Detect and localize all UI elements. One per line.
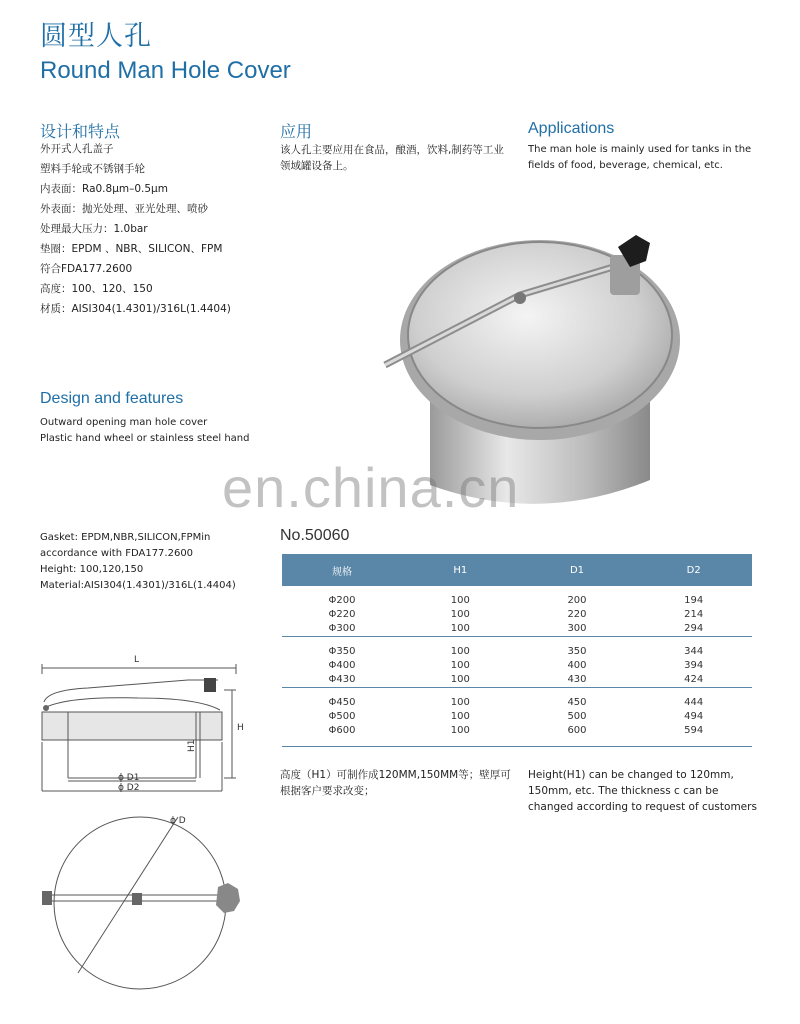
watermark-text: en.china.cn xyxy=(222,456,520,519)
model-number: No.50060 xyxy=(280,527,350,544)
table-cell: 300 xyxy=(567,623,587,634)
table-row xyxy=(282,622,752,637)
table-row xyxy=(282,724,752,738)
table-cell: 450 xyxy=(567,697,587,708)
table-header: D1 xyxy=(519,554,636,586)
table-cell: Φ500 xyxy=(328,711,356,722)
design-en-line: Plastic hand wheel or stainless steel hand xyxy=(40,433,250,444)
note-en: Height(H1) can be changed to 120mm, 150mm, etc. The thickness c can be changed according to request of customers xyxy=(528,769,757,813)
design-cn-heading: 设计和特点 xyxy=(40,124,121,141)
table-cell: Φ350 xyxy=(328,646,356,657)
table-cell: Φ300 xyxy=(328,623,356,634)
table-header: 规格 xyxy=(282,554,402,586)
dimension-label: H xyxy=(237,723,244,733)
specs-en-line: Height: 100,120,150 xyxy=(40,564,144,575)
table-cell: 100 xyxy=(450,623,470,634)
table-cell: 294 xyxy=(684,623,704,634)
design-cn-line: 符合FDA177.2600 xyxy=(40,263,133,275)
table-cell: 444 xyxy=(684,697,704,708)
table-cell: 594 xyxy=(684,725,704,736)
design-cn-line: 垫圈：EPDM 、NBR、SILICON、FPM xyxy=(40,243,223,255)
specs-en-line: Gasket: EPDM,NBR,SILICON,FPMin xyxy=(40,532,211,543)
dimension-label: H1 xyxy=(187,739,197,752)
page-title-cn: 圆型人孔 xyxy=(40,21,152,52)
page-title-en: Round Man Hole Cover xyxy=(40,57,291,84)
dimension-label: ϕ D1 xyxy=(118,773,140,783)
table-cell: 100 xyxy=(450,697,470,708)
table-cell: Φ400 xyxy=(328,660,356,671)
table-cell: 100 xyxy=(450,725,470,736)
table-cell: 200 xyxy=(567,595,587,606)
table-row xyxy=(282,710,752,724)
design-cn-list xyxy=(40,139,231,319)
design-cn-line: 塑料手轮或不锈钢手轮 xyxy=(40,163,145,175)
table-row xyxy=(282,594,752,608)
top-view-drawing xyxy=(28,805,253,1005)
application-en-heading: Applications xyxy=(528,120,615,137)
table-cell: Φ200 xyxy=(328,595,356,606)
application-en-text: The man hole is mainly used for tanks in the fields of food, beverage, chemical, etc. xyxy=(528,144,752,171)
table-cell: Φ600 xyxy=(328,725,356,736)
table-cell: 100 xyxy=(450,646,470,657)
table-cell: 214 xyxy=(684,609,704,620)
table-cell: 350 xyxy=(567,646,587,657)
table-cell: 394 xyxy=(684,660,704,671)
design-cn-line: 内表面：Ra0.8μm–0.5μm xyxy=(40,183,168,195)
specs-en-line: Material:AISI304(1.4301)/316L(1.4404) xyxy=(40,580,236,591)
table-cell: 400 xyxy=(567,660,587,671)
table-cell: 100 xyxy=(450,609,470,620)
table-cell: 100 xyxy=(450,711,470,722)
design-cn-line: 高度：100、120、150 xyxy=(40,283,153,295)
table-cell: Φ430 xyxy=(328,674,356,685)
table-cell: 424 xyxy=(684,674,704,685)
spec-table xyxy=(282,554,752,747)
specs-en-line: accordance with FDA177.2600 xyxy=(40,548,194,559)
table-cell: Φ450 xyxy=(328,697,356,708)
table-row xyxy=(282,645,752,659)
table-header-row xyxy=(282,554,752,586)
application-cn-heading: 应用 xyxy=(280,124,313,141)
dimension-label: ϕ D xyxy=(170,816,186,826)
table-cell: 344 xyxy=(684,646,704,657)
table-cell: 100 xyxy=(450,660,470,671)
table-row xyxy=(282,659,752,673)
table-cell: 100 xyxy=(450,674,470,685)
table-row xyxy=(282,696,752,710)
table-header: D2 xyxy=(635,554,752,586)
handwheel-icon xyxy=(204,678,216,692)
table-cell: 494 xyxy=(684,711,704,722)
table-header: H1 xyxy=(402,554,519,586)
table-cell: Φ220 xyxy=(328,609,356,620)
table-cell: 194 xyxy=(684,595,704,606)
table-row xyxy=(282,673,752,688)
design-cn-line: 材质：AISI304(1.4301)/316L(1.4404) xyxy=(40,303,231,315)
table-cell: 500 xyxy=(567,711,587,722)
table-cell: 100 xyxy=(450,595,470,606)
design-cn-line: 外表面：抛光处理、亚光处理、喷砂 xyxy=(40,203,208,215)
note-cn: 高度（H1）可制作成120MM,150MM等；壁厚可根据客户要求改变； xyxy=(280,769,511,797)
table-cell: 220 xyxy=(567,609,587,620)
application-cn-text: 该人孔主要应用在食品，酿酒，饮料,制药等工业领域罐设备上。 xyxy=(280,144,504,172)
design-cn-line: 处理最大压力：1.0bar xyxy=(40,223,148,235)
table-cell: 430 xyxy=(567,674,587,685)
design-cn-line: 外开式人孔盖子 xyxy=(40,143,114,155)
side-view-drawing xyxy=(28,650,253,800)
dimension-label: L xyxy=(134,655,140,665)
specs-en-list xyxy=(40,530,236,594)
design-en-heading: Design and features xyxy=(40,390,184,407)
dimension-label: ϕ D2 xyxy=(118,783,140,793)
table-cell: 600 xyxy=(567,725,587,736)
design-en-line: Outward opening man hole cover xyxy=(40,417,208,428)
design-en-list xyxy=(40,415,250,447)
table-row xyxy=(282,608,752,622)
